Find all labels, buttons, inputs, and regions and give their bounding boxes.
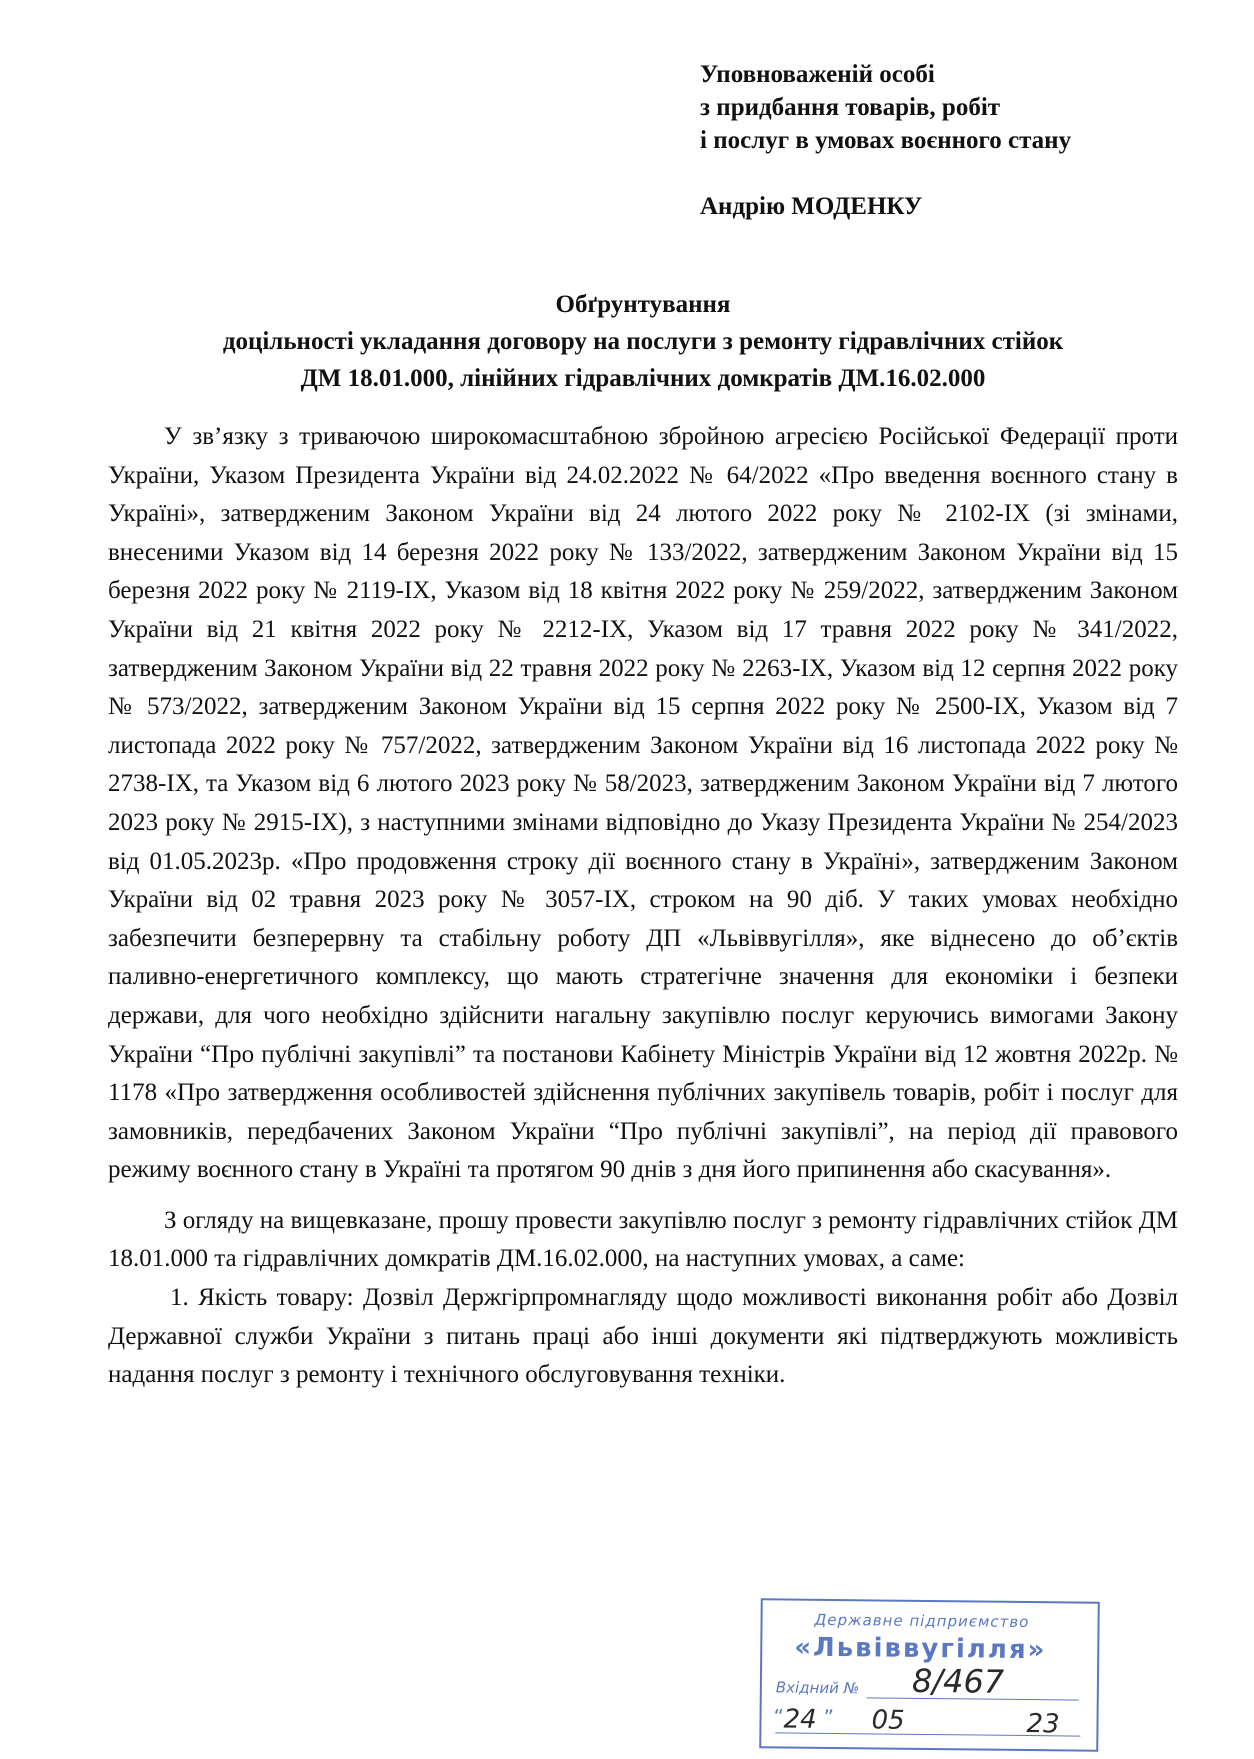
registration-stamp (759, 1598, 1100, 1752)
document-title (108, 286, 1178, 397)
stamp-incoming-label: Вхідний № (775, 1678, 860, 1698)
stamp-quote-mark: ” (823, 1704, 835, 1730)
stamp-org-type: Державне підприємство (814, 1610, 1030, 1632)
body-paragraph-2: З огляду на вищевказане, прошу провести закупівлю послуг з ремонту гідравлічних стійок ДМ 18.01.000 та гідравлічних домкратів ДМ.16.02.000, на наступних умовах, а саме: (108, 1206, 1178, 1273)
stamp-org-name: «Львіввугілля» (794, 1632, 1047, 1666)
title-line-1: Обґрунтування (555, 291, 731, 318)
stamp-month: 05 (871, 1705, 905, 1736)
stamp-year: 23 (1026, 1709, 1060, 1740)
addressee-block (700, 58, 1071, 223)
stamp-day: 24 (783, 1704, 817, 1735)
stamp-incoming-number: 8/467 (911, 1661, 1005, 1701)
addressee-line-3: і послуг в умовах воєнного стану (700, 127, 1072, 154)
stamp-quote-mark: “ (773, 1704, 785, 1729)
addressee-line-2: з придбання товарів, робіт (700, 94, 1001, 121)
title-line-3: ДМ 18.01.000, лінійних гідравлічних домкратів ДМ.16.02.000 (300, 365, 986, 392)
document-body (108, 418, 1178, 1395)
body-paragraph-1: У зв’язку з триваючою широкомасштабною збройною агресією Російської Федерації проти України, Указом Президента України від 24.02.2022 № 64/2022 «Про введення воєнного стану в Україні», затвердженим Законом України від 24 лютого 2022 року № 2102-IX (зі змінами, внесеними Указом від 14 березня 2022 року № 133/2022, затвердженим Законом України від 15 березня 2022 року № 2119-IX, Указом від 18 квітня 2022 року № 259/2022, затвердженим Законом України від 21 квітня 2022 року № 2212-IX, Указом від 17 травня 2022 року № 341/2022, затвердженим Законом України від 22 травня 2022 року № 2263-IX, Указом від 12 серпня 2022 року № 573/2022, затвердженим Законом України від 15 серпня 2022 року № 2500-IX, Указом від 7 листопада 2022 року № 757/2022, затвердженим Законом України від 16 листопада 2022 року № 2738-IX, та Указом від 6 лютого 2023 року № 58/2023, затвердженим Законом України від 7 лютого 2023 року № 2915-IX), з наступними змінами відповідно до Указу Президента України № 254/2023 від 01.05.2023р. «Про продовження строку дії воєнного стану в Україні», затвердженим Законом України від 02 травня 2023 року № 3057-IX, строком на 90 діб. У таких умовах необхідно забезпечити безперервну та стабільну роботу ДП «Львіввугілля», яке віднесено до об’єктів паливно-енергетичного комплексу, що мають стратегічне значення для економіки і безпеки держави, для чого необхідно здійснити нагальну закупівлю послуг керуючись вимогами Закону України “Про публічні закупівлі” та постанови Кабінету Міністрів України від 12 жовтня 2022р. № 1178 «Про затвердження особливостей здійснення публічних закупівель товарів, робіт і послуг для замовників, передбачених Законом України “Про публічні закупівлі”, на період дії правового режиму воєнного стану в Україні та протягом 90 днів з дня його припинення або скасування». (108, 423, 1178, 1184)
title-line-2: доцільності укладання договору на послуги з ремонту гідравлічних стійок (222, 328, 1064, 355)
requirement-item-1: 1. Якість товару: Дозвіл Держгірпромнагляду щодо можливості виконання робіт або Дозвіл Державної служби України з питань праці або інші документи які підтверджують можливість надання послуг з ремонту і технічного обслуговування техніки. (108, 1284, 1178, 1389)
addressee-line-1: Уповноваженій особі (700, 61, 935, 88)
addressee-name: Андрію МОДЕНКУ (700, 193, 923, 220)
